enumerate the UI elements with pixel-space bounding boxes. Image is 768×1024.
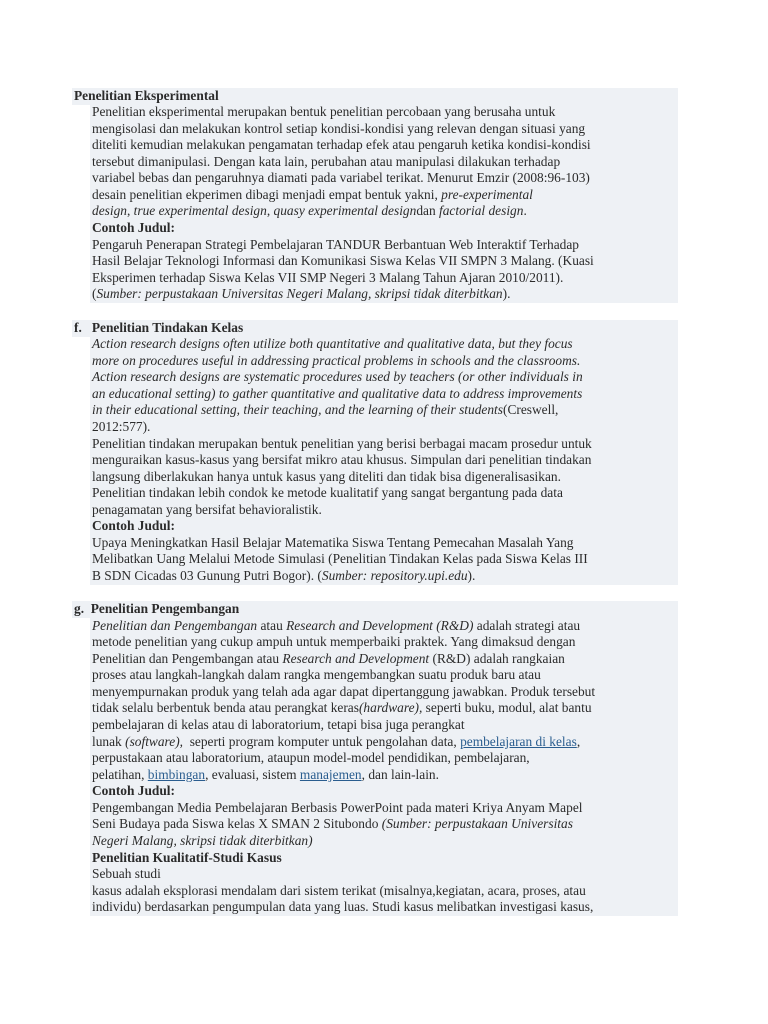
- text-span: desain penelitian ekperimen dibagi menjadi empat bentuk yakni,: [92, 187, 442, 202]
- text-span: (R&D) adalah rangkaian: [429, 651, 565, 666]
- text-span: Upaya Meningkatkan Hasil Belajar Matematika Siswa Tentang Pemecahan Masalah Yang: [92, 535, 574, 550]
- italic-text: an educational setting) to gather quantitative and qualitative data to address improvements: [92, 386, 583, 401]
- text-line: [90, 651, 678, 668]
- text-line: [90, 750, 678, 767]
- text-span: B SDN Cicadas 03 Gunung Putri Bogor). (: [92, 568, 322, 583]
- italic-text: (hardware),: [358, 700, 423, 715]
- text-line: [90, 634, 678, 651]
- text-line: [90, 734, 678, 751]
- text-line: [90, 154, 678, 171]
- text-line: [90, 667, 678, 684]
- text-line: [90, 436, 678, 453]
- text-line: [90, 220, 678, 237]
- italic-text: quasy experimental design: [273, 203, 417, 218]
- text-span: , evaluasi, sistem: [205, 767, 300, 782]
- italic-text: Sumber: repository.upi.edu: [321, 568, 468, 583]
- text-line: [90, 700, 678, 717]
- text-span: individu) berdasarkan pengumpulan data yang luas. Studi kasus melibatkan investigasi kasus,: [92, 899, 594, 914]
- text-span: seperti buku, modul, alat bantu: [422, 700, 592, 715]
- text-span: dan: [416, 203, 440, 218]
- text-line: [90, 899, 678, 916]
- text-span: penagamatan yang bersifat behavioralistik.: [92, 502, 322, 517]
- text-line: [90, 618, 678, 635]
- text-span: Melibatkan Uang Melalui Metode Simulasi (Penelitian Tindakan Kelas pada Siswa Kelas III: [92, 551, 588, 566]
- text-line: [90, 369, 678, 386]
- text-line: [90, 866, 678, 883]
- text-span: tidak selalu berbentuk benda atau perangkat keras: [92, 700, 359, 715]
- text-line: [90, 286, 678, 303]
- italic-text: (software),: [125, 734, 184, 749]
- text-span: ,: [266, 203, 274, 218]
- italic-text: Sumber: perpustakaan Universitas Negeri Malang, skripsi tidak diterbitkan: [96, 286, 503, 301]
- text-span: Seni Budaya pada Siswa kelas X SMAN 2 Situbondo: [92, 816, 382, 831]
- text-line: [90, 469, 678, 486]
- text-span: Penelitian dan Pengembangan atau: [92, 651, 283, 666]
- text-line: [90, 237, 678, 254]
- text-line: [90, 767, 678, 784]
- text-span: Penelitian eksperimental merupakan bentuk penelitian percobaan yang berusaha untuk: [92, 104, 556, 119]
- link-manajemen[interactable]: manajemen: [299, 767, 362, 782]
- text-span: tersebut dimanipulasi. Dengan kata lain, perubahan atau manipulasi dilakukan terhadap: [92, 154, 561, 169]
- text-line: [90, 883, 678, 900]
- text-span: (: [92, 286, 97, 301]
- italic-text: (Sumber: perpustakaan Universitas: [381, 816, 573, 831]
- text-span: menyempurnakan produk yang telah ada agar dapat dipertanggung jawabkan. Produk tersebut: [92, 684, 596, 699]
- bold-heading: Contoh Judul:: [92, 783, 175, 798]
- text-line: [90, 104, 678, 121]
- bold-heading: Contoh Judul:: [92, 220, 175, 235]
- text-line: [90, 800, 678, 817]
- text-span: langsung diberlakukan hanya untuk kasus yang diteliti dan tidak bisa digeneralisasikan.: [92, 469, 561, 484]
- text-span: Eksperimen terhadap Siswa Kelas VII SMP Negeri 3 Malang Tahun Ajaran 2010/2011).: [92, 270, 564, 285]
- text-line: [90, 253, 678, 270]
- text-line: [90, 485, 678, 502]
- text-line: [90, 203, 678, 220]
- text-span: , dan lain-lain.: [361, 767, 439, 782]
- text-line: [90, 170, 678, 187]
- text-line: [90, 187, 678, 204]
- text-line: [90, 717, 678, 734]
- text-span: 2012:577).: [92, 419, 151, 434]
- text-line: [90, 684, 678, 701]
- text-span: perpustakaan atau laboratorium, ataupun model-model pendidikan, pembelajaran,: [92, 750, 530, 765]
- text-line: [72, 88, 678, 105]
- italic-text: Action research designs often utilize both quantitative and qualitative data, but they focus: [92, 336, 573, 351]
- text-line: [72, 320, 678, 337]
- text-line: [90, 568, 678, 585]
- text-span: diteliti kemudian melakukan pengamatan terhadap efek atau pengaruh ketika kondisi-kondisi: [92, 137, 591, 152]
- text-line: [90, 816, 678, 833]
- text-span: pembelajaran di kelas atau di laboratorium, tetapi bisa juga perangkat: [92, 717, 465, 732]
- text-span: ).: [467, 568, 476, 583]
- text-span: Penelitian tindakan merupakan bentuk penelitian yang berisi berbagai macam prosedur untuk: [92, 436, 592, 451]
- text-span: menguraikan kasus-kasus yang bersifat mikro atau khusus. Simpulan dari penelitian tindakan: [92, 452, 592, 467]
- text-line: [90, 270, 678, 287]
- bold-heading: Penelitian Kualitatif-Studi Kasus: [92, 850, 282, 865]
- text-span: ).: [502, 286, 511, 301]
- text-line: [90, 452, 678, 469]
- text-span: metode penelitian yang cukup ampuh untuk memperbaiki praktek. Yang dimaksud dengan: [92, 634, 576, 649]
- text-span: Sebuah studi: [92, 866, 161, 881]
- italic-text: pre-experimental: [441, 187, 533, 202]
- text-line: [90, 783, 678, 800]
- text-line: [90, 833, 678, 850]
- italic-text: in their educational setting, their teaching, and the learning of their students: [92, 402, 503, 417]
- text-span: ,: [126, 203, 134, 218]
- bold-heading: Contoh Judul:: [92, 518, 175, 533]
- text-span: ,: [576, 734, 581, 749]
- text-span: lunak: [92, 734, 126, 749]
- text-span: kasus adalah eksplorasi mendalam dari sistem terikat (misalnya,kegiatan, acara, proses, atau: [92, 883, 586, 898]
- italic-text: Research and Development: [282, 651, 430, 666]
- text-span: pelatihan,: [92, 767, 148, 782]
- text-span: proses atau langkah-langkah dalam rangka mengembangkan suatu produk baru atau: [92, 667, 541, 682]
- text-line: [90, 850, 678, 867]
- text-span: Penelitian tindakan lebih condok ke metode kualitatif yang sangat bergantung pada data: [92, 485, 563, 500]
- italic-text: Penelitian dan Pengembangan: [92, 618, 258, 633]
- text-span: Pengaruh Penerapan Strategi Pembelajaran TANDUR Berbantuan Web Interaktif Terhadap: [92, 237, 579, 252]
- text-line: [90, 353, 678, 370]
- text-span: (Creswell,: [502, 402, 559, 417]
- link-bimbingan[interactable]: bimbingan: [147, 767, 206, 782]
- bold-heading: f. Penelitian Tindakan Kelas: [74, 320, 244, 335]
- text-line: [90, 551, 678, 568]
- text-line: [90, 419, 678, 436]
- text-line: [90, 137, 678, 154]
- text-span: Hasil Belajar Teknologi Informasi dan Komunikasi Siswa Kelas VII SMPN 3 Malang. (Kuasi: [92, 253, 594, 268]
- bold-heading: g. Penelitian Pengembangan: [74, 601, 240, 616]
- link-pembelajaran-di-kelas[interactable]: pembelajaran di kelas: [460, 734, 577, 749]
- text-line: [90, 121, 678, 138]
- italic-text: Negeri Malang, skripsi tidak diterbitkan): [92, 833, 313, 848]
- text-span: variabel bebas dan pengaruhnya diamati pada variabel terikat. Menurut Emzir (2008:96-103): [92, 170, 590, 185]
- text-line: [90, 502, 678, 519]
- italic-text: Research and Development (R&D): [286, 618, 474, 633]
- bold-heading: Penelitian Eksperimental: [74, 88, 219, 103]
- text-span: atau: [257, 618, 287, 633]
- italic-text: Action research designs are systematic procedures used by teachers (or other individuals in: [92, 369, 583, 384]
- text-line: [90, 386, 678, 403]
- italic-text: design: [92, 203, 127, 218]
- italic-text: true experimental design: [133, 203, 267, 218]
- text-line: [72, 601, 678, 618]
- text-line: [90, 535, 678, 552]
- text-line: [90, 336, 678, 353]
- text-span: seperti program komputer untuk pengolahan data,: [183, 734, 461, 749]
- text-line: [90, 518, 678, 535]
- text-span: Pengembangan Media Pembelajaran Berbasis PowerPoint pada materi Kriya Anyam Mapel: [92, 800, 583, 815]
- text-span: mengisolasi dan melakukan kontrol setiap kondisi-kondisi yang relevan dengan situasi yang: [92, 121, 586, 136]
- italic-text: factorial design: [439, 203, 524, 218]
- text-span: .: [523, 203, 527, 218]
- italic-text: more on procedures useful in addressing practical problems in schools and the classrooms.: [92, 353, 581, 368]
- text-line: [90, 402, 678, 419]
- text-span: adalah strategi atau: [473, 618, 581, 633]
